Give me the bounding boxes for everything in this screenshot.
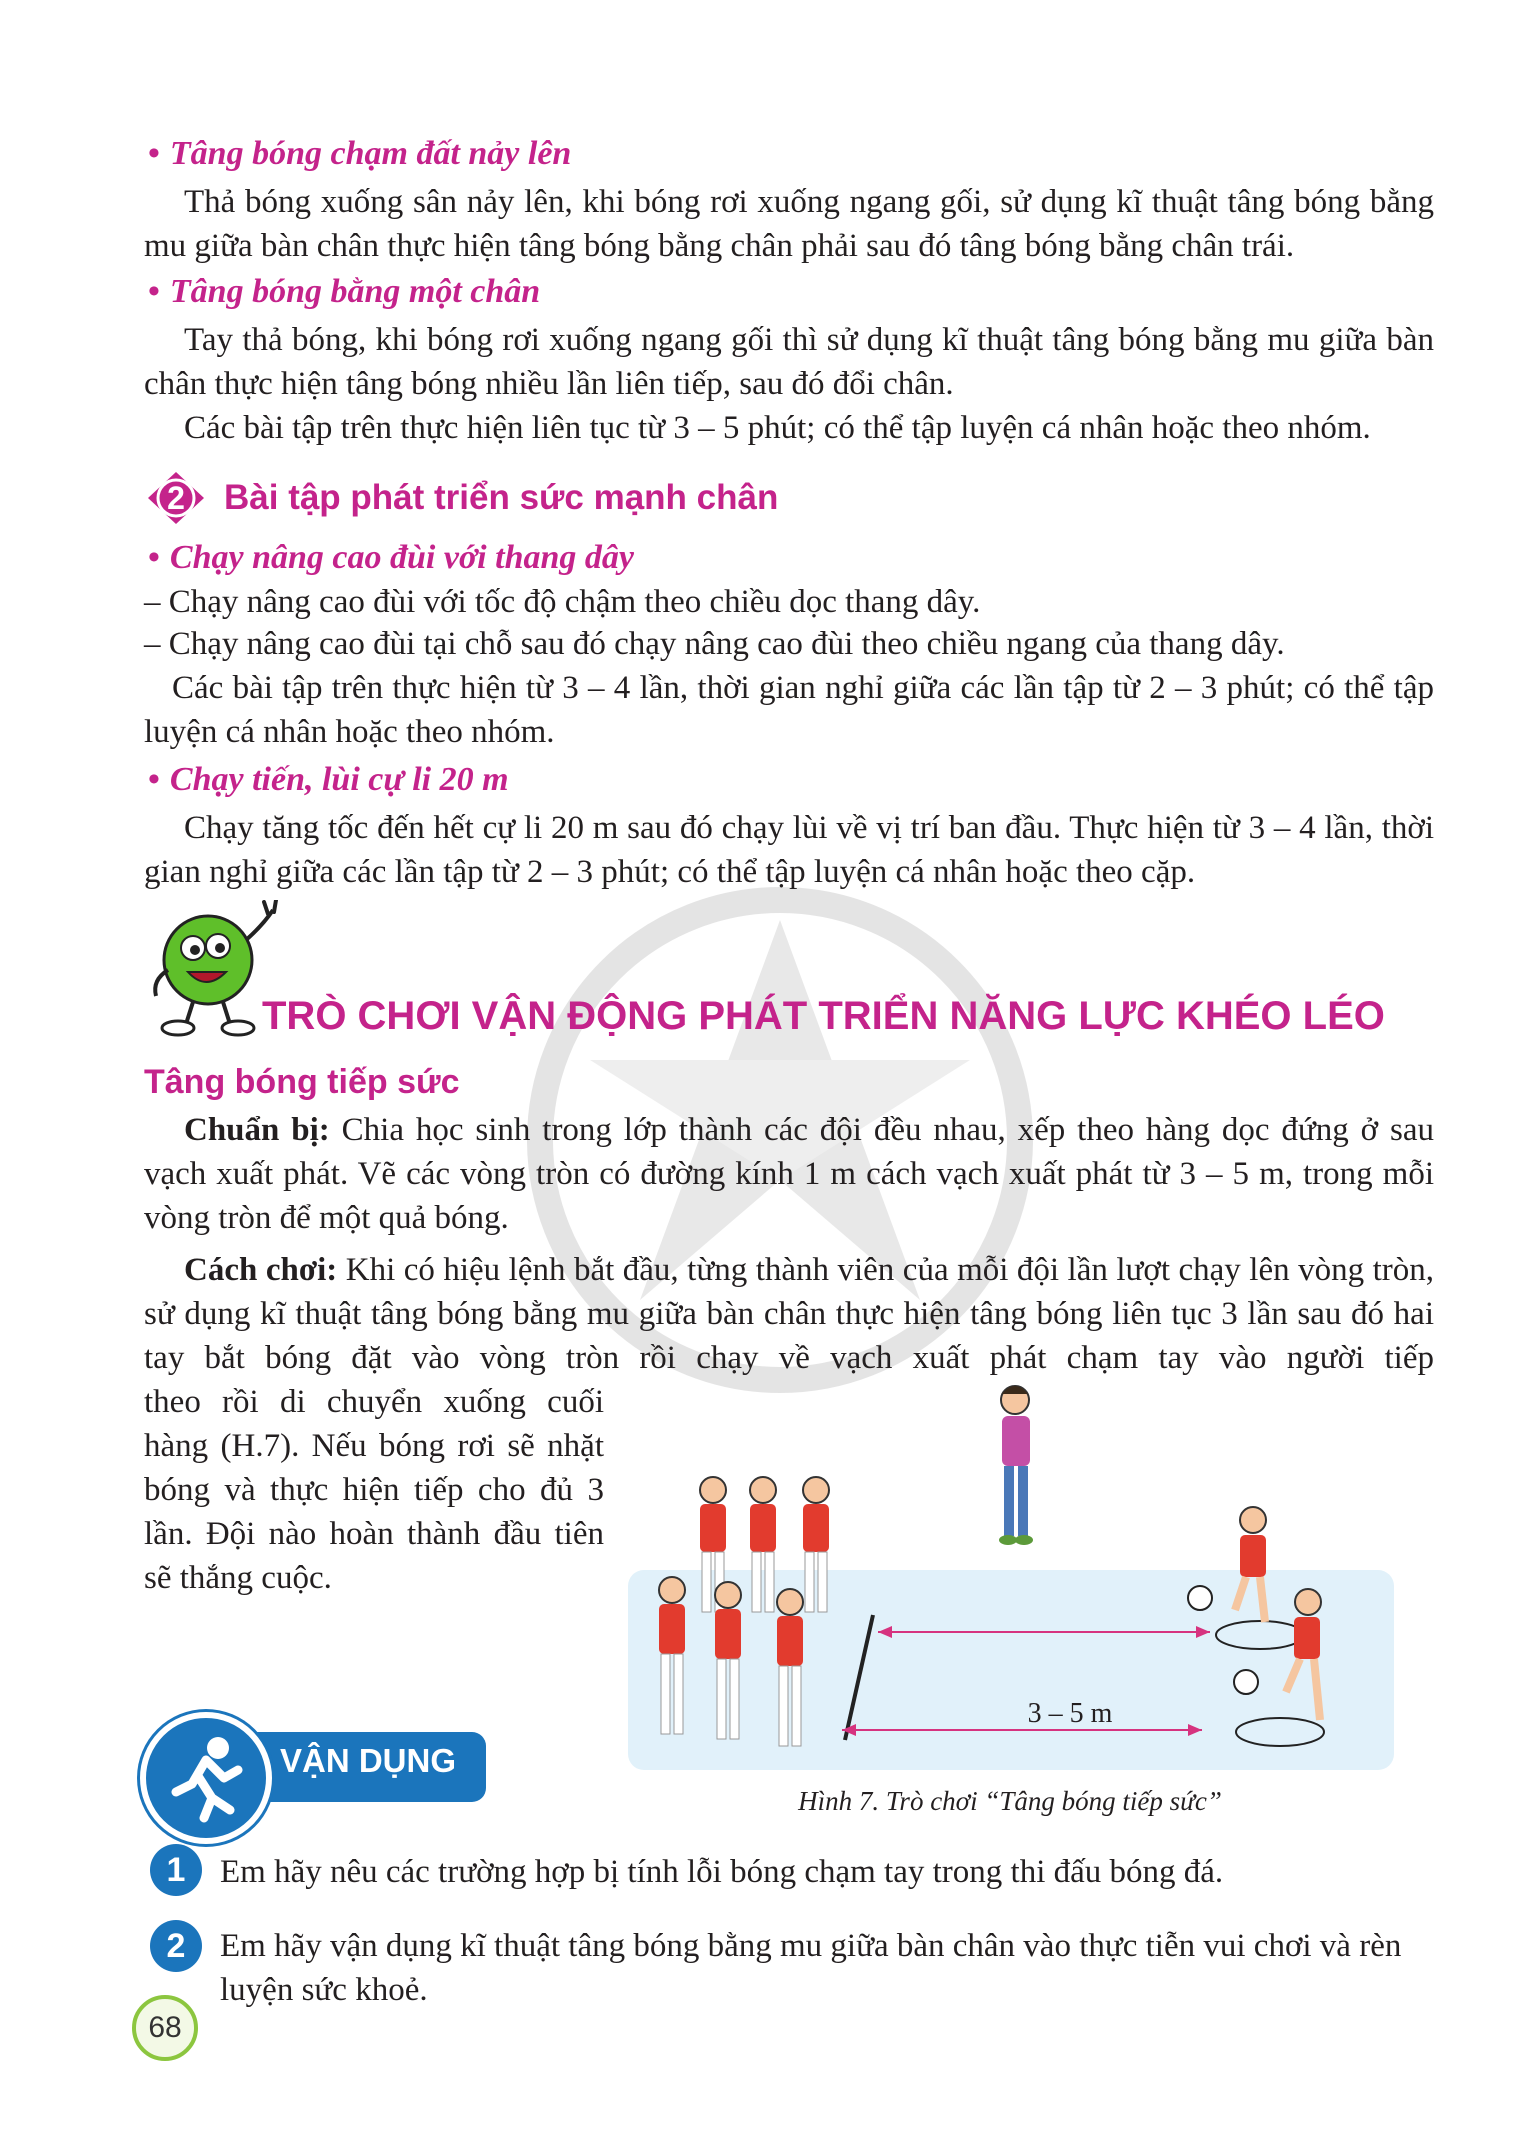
game-rules xyxy=(144,1248,1434,1380)
game-preparation xyxy=(144,1108,1434,1240)
ladder-item-1: – Chạy nâng cao đùi với tốc độ chậm theo chiều dọc thang dây. xyxy=(144,584,981,620)
running-person-icon xyxy=(140,1712,272,1844)
apply-section-badge xyxy=(140,1712,490,1832)
ball-1 xyxy=(1188,1586,1212,1610)
ball-2 xyxy=(1234,1670,1258,1694)
figure-caption: Hình 7. Trò chơi “Tâng bóng tiếp sức” xyxy=(798,1786,1222,1816)
apply-label: VẬN DỤNG xyxy=(280,1742,457,1779)
rules-text: Khi có hiệu lệnh bắt đầu, từng thành viên của mỗi đội lần lượt chạy lên vòng tròn, sử dụng kĩ thuật tâng bóng bằng mu giữa bàn chân thực hiện tâng bóng liên tục 3 lần sau đó hai tay bắt bóng đặt vào vòng tròn rồi chạy về vạch xuất phát chạm tay vào người tiếp xyxy=(144,1252,1434,1376)
question-1-badge: 1 xyxy=(150,1844,202,1896)
rules-label: Cách chơi: xyxy=(184,1252,338,1288)
ladder-note: Các bài tập trên thực hiện từ 3 – 4 lần, thời gian nghỉ giữa các lần tập từ 2 – 3 phút; có thể tập luyện cá nhân hoặc theo nhóm. xyxy=(144,670,1434,750)
preparation-text: Chia học sinh trong lớp thành các đội đều nhau, xếp theo hàng dọc đứng ở sau vạch xuất phát. Vẽ các vòng tròn có đường kính 1 m cách vạch xuất phát từ 3 – 5 m, trong mỗi vòng tròn để một quả bóng. xyxy=(144,1112,1434,1236)
question-1-text: Em hãy nêu các trường hợp bị tính lỗi bóng chạm tay trong thi đấu bóng đá. xyxy=(220,1854,1224,1890)
figure-relay-game xyxy=(620,1380,1400,1780)
question-2-text: Em hãy vận dụng kĩ thuật tâng bóng bằng mu giữa bàn chân vào thực tiễn vui chơi và rèn luyện sức khoẻ. xyxy=(220,1928,1402,2008)
bullet-heading-run: • Chạy tiến, lùi cự li 20 m xyxy=(148,761,509,798)
bullet-heading-ladder: • Chạy nâng cao đùi với thang dây xyxy=(148,539,634,576)
section-2-badge xyxy=(146,470,206,526)
note-one-foot: Các bài tập trên thực hiện liên tục từ 3 – 5 phút; có thể tập luyện cá nhân hoặc theo nhóm. xyxy=(184,410,1371,446)
game-rules-continued: theo rồi di chuyển xuống cuối hàng (H.7). Nếu bóng rơi sẽ nhặt bóng và thực hiện tiếp cho đủ 3 lần. Đội nào hoàn thành đầu tiên sẽ thắng cuộc. xyxy=(144,1384,604,1596)
distance-label: 3 – 5 m xyxy=(1027,1698,1113,1729)
paragraph-one-foot: Tay thả bóng, khi bóng rơi xuống ngang gối thì sử dụng kĩ thuật tâng bóng bằng mu giữa bàn chân thực hiện tâng bóng nhiều lần liên tiếp, sau đó đổi chân. xyxy=(144,322,1434,402)
page-number: 68 xyxy=(132,1995,198,2061)
section-2-number: 2 xyxy=(167,479,185,516)
paragraph-bounce: Thả bóng xuống sân nảy lên, khi bóng rơi xuống ngang gối, sử dụng kĩ thuật tâng bóng bằng mu giữa bàn chân thực hiện tâng bóng bằng chân phải sau đó tâng bóng bằng chân trái. xyxy=(144,184,1434,264)
game-name: Tâng bóng tiếp sức xyxy=(144,1063,460,1101)
bullet-heading-bounce: • Tâng bóng chạm đất nảy lên xyxy=(148,135,572,172)
game-section-title: TRÒ CHƠI VẬN ĐỘNG PHÁT TRIỂN NĂNG LỰC KHÉO LÉO xyxy=(262,994,1385,1038)
section-2-title: Bài tập phát triển sức mạnh chân xyxy=(224,478,779,517)
bullet-heading-one-foot: • Tâng bóng bằng một chân xyxy=(148,273,541,310)
question-2-badge: 2 xyxy=(150,1920,202,1972)
ladder-item-2: – Chạy nâng cao đùi tại chỗ sau đó chạy nâng cao đùi theo chiều ngang của thang dây. xyxy=(144,626,1285,662)
teacher-figure xyxy=(999,1386,1033,1545)
preparation-label: Chuẩn bị: xyxy=(184,1112,330,1148)
paragraph-run: Chạy tăng tốc đến hết cự li 20 m sau đó chạy lùi về vị trí ban đầu. Thực hiện từ 3 – 4 lần, thời gian nghỉ giữa các lần tập từ 2 – 3 phút; có thể tập luyện cá nhân hoặc theo cặp. xyxy=(144,810,1434,890)
